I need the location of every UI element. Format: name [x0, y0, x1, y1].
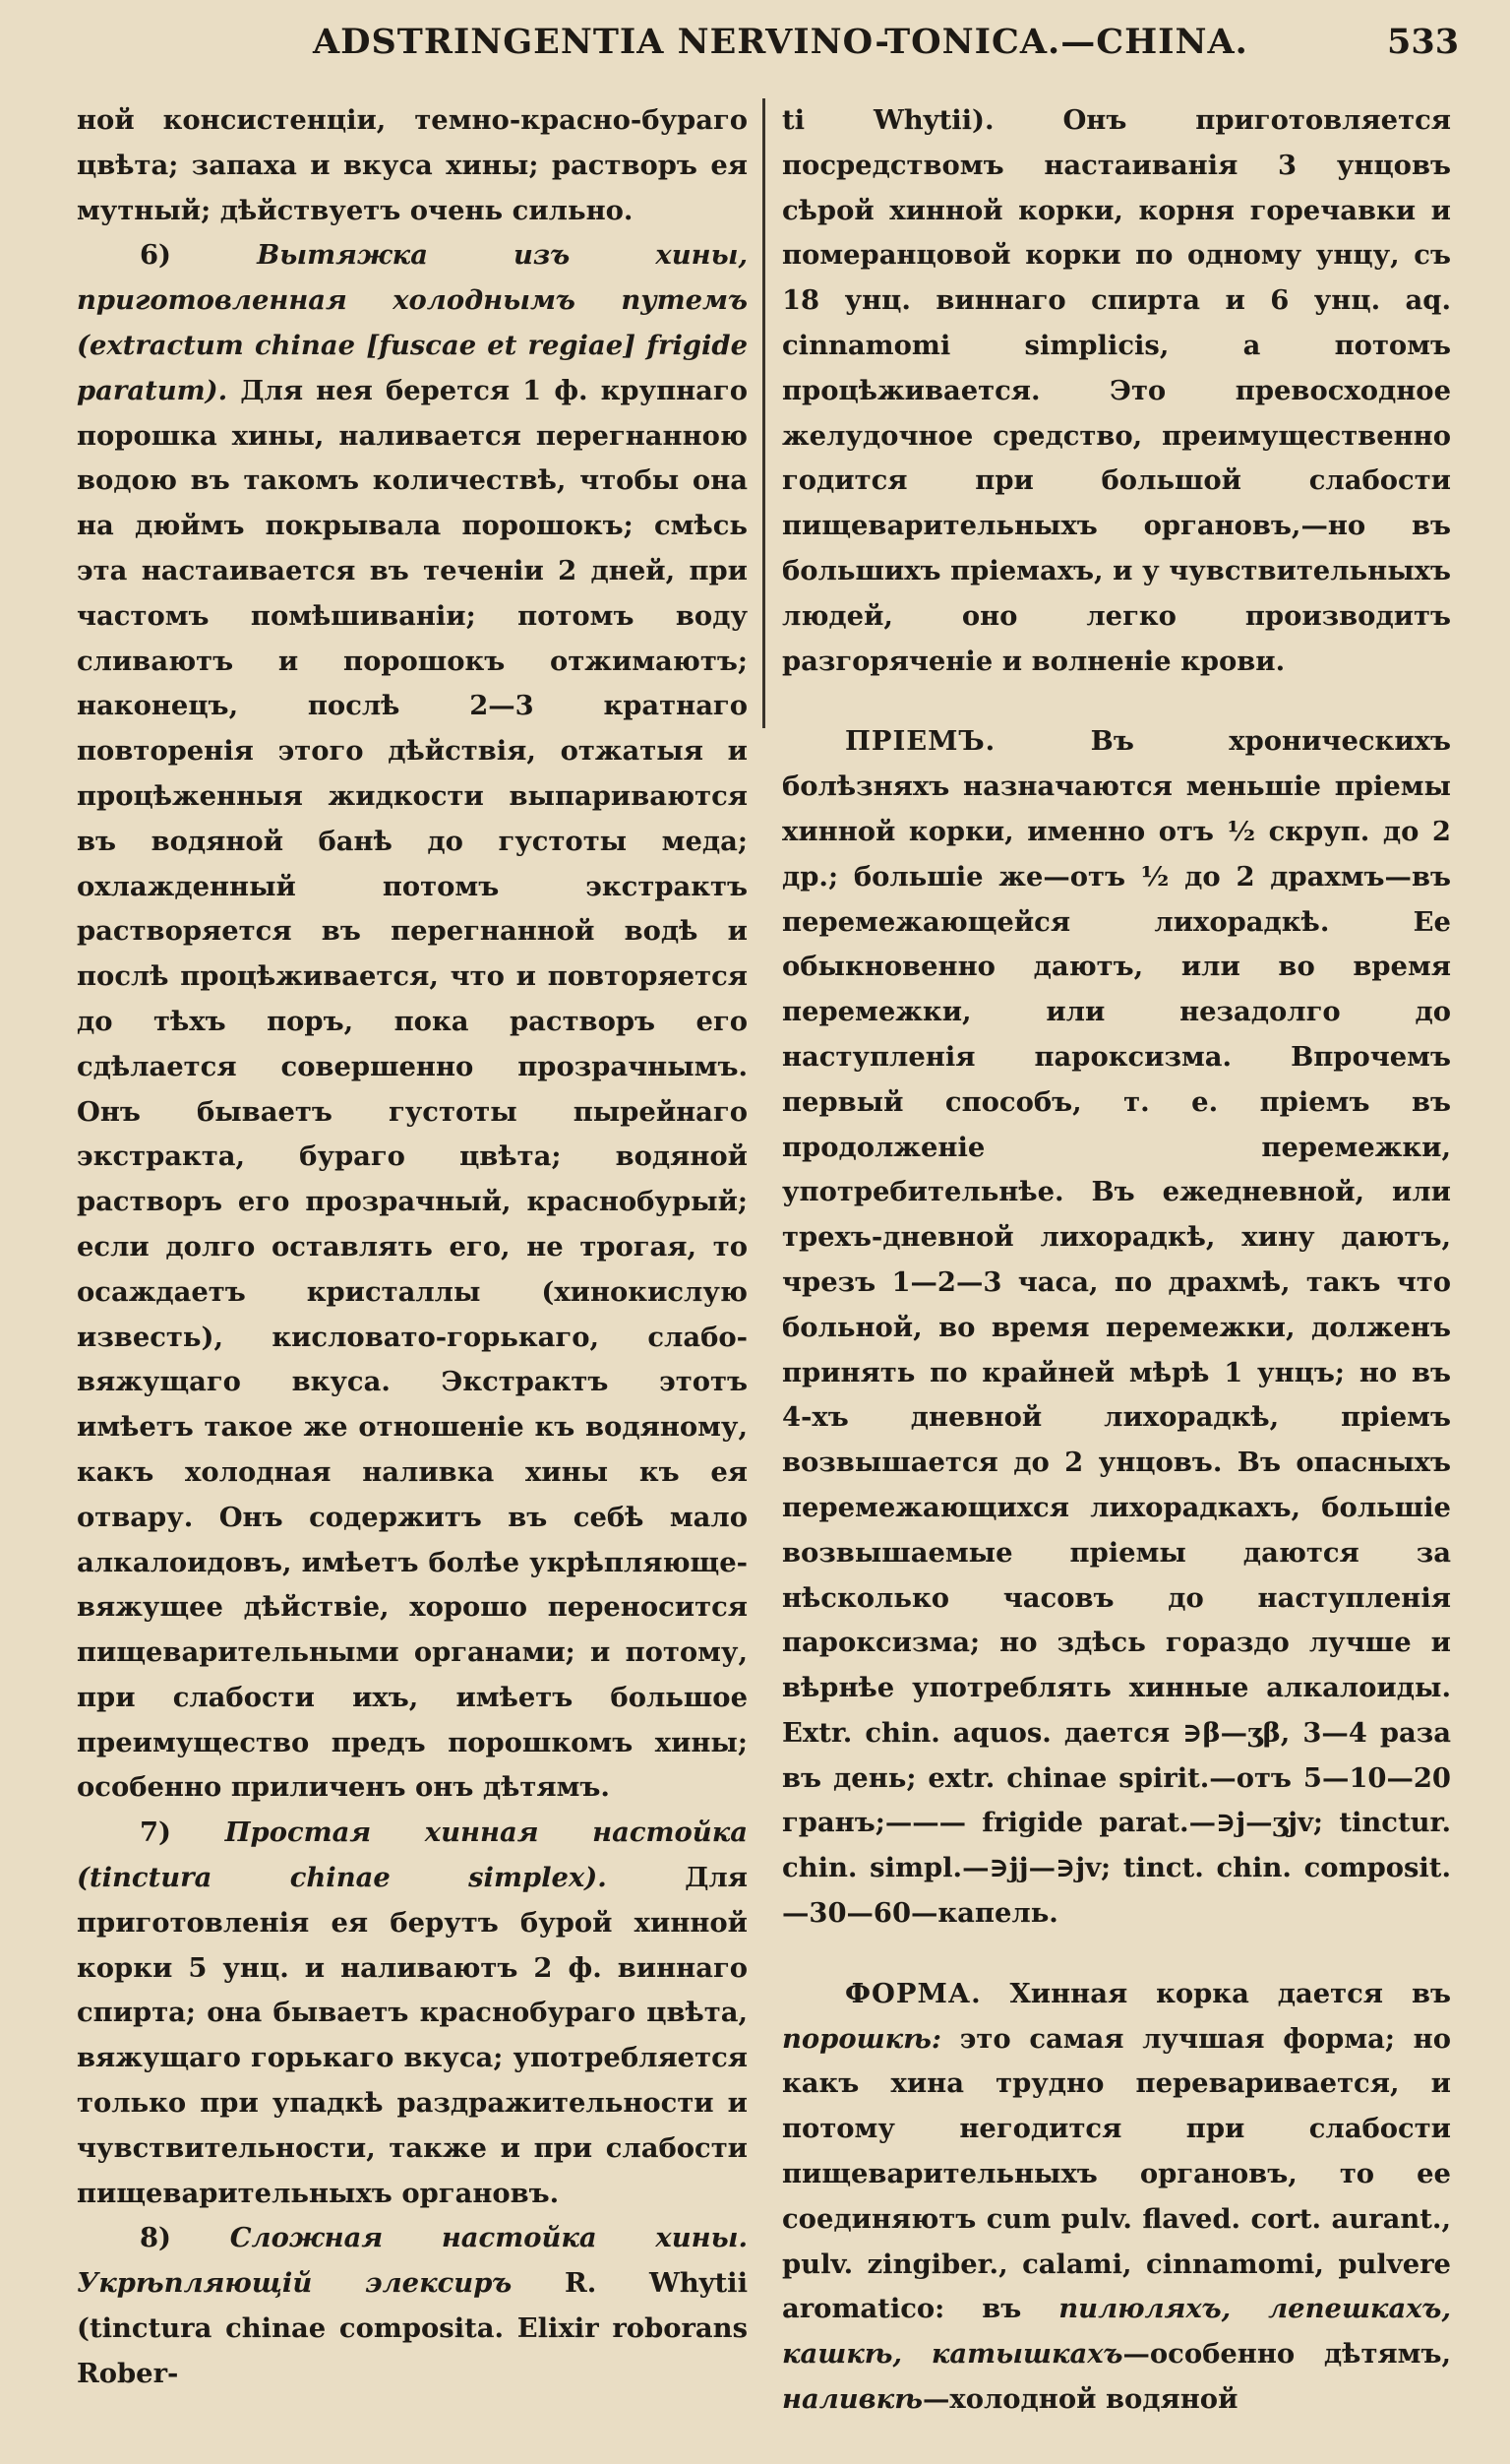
column-divider — [762, 98, 765, 728]
item-body: Для нея берется 1 ф. крупнаго порошка хины, наливается перегнанною водою въ такомъ количествѣ, чтобы она на дюймъ покрывала порошокъ; смѣсь эта настаивается въ теченіи 2 дней, при частомъ помѣшиваніи; потомъ воду сливаютъ и порошокъ отжимаютъ; наконецъ, послѣ 2—3 кратнаго повторенія этого дѣйствія, отжатыя и процѣженныя жидкости выпариваются въ водяной банѣ до густоты меда; охлажденный потомъ экстрактъ растворяется въ перегнанной водѣ и послѣ процѣживается, что и повторяется до тѣхъ поръ, пока растворъ его сдѣлается совершенно прозрачнымъ. Онъ бываетъ густоты пырейнаго экстракта, бураго цвѣта; водяной растворъ его прозрачный, краснобурый; если долго оставлять его, не трогая, то осаждаетъ кристаллы (хинокислую известь), кисловато-горькаго, слабо-вяжущаго вкуса. Экстрактъ этотъ имѣетъ такое же отношеніе къ водяному, какъ холодная наливка хины къ ея отвару. Онъ содержитъ въ себѣ мало алкалоидовъ, имѣетъ болѣе укрѣпляюще-вяжущее дѣйствіе, хорошо переносится пищеварительными органами; и потому, при слабости ихъ, имѣетъ большое преимущество предъ порошкомъ хины; особенно приличенъ онъ дѣтямъ. — [77, 374, 748, 1804]
section-body: это самая лучшая форма; но какъ хина трудно переваривается, и потому негодится при слабости пищеварительныхъ органовъ, то ее соединяютъ cum pulv. flaved. cort. aurant., pulv. zingiber., calami, cinnamomi, pulvere aromatico: въ — [782, 2022, 1451, 2325]
section-heading-dosage: ПРІЕМЪ. — [845, 725, 997, 758]
section-emphasis: пилюляхъ, лепешкахъ, кашкѣ, катышкахъ — [782, 2293, 1451, 2371]
section-body: —особенно дѣтямъ, — [1122, 2338, 1451, 2371]
item-title: Простая хинная настойка (tinctura chinae simplex). — [77, 1817, 748, 1894]
section-emphasis: порошкѣ: — [782, 2022, 941, 2055]
right-column — [782, 98, 1451, 2423]
item-body: R. Whytii (tinctura chinae composita. Elixir roborans Rober- — [77, 2267, 748, 2389]
section-heading-form: ФОРМА. — [845, 1977, 982, 2009]
paragraph-continuation: ti Whytii). Онъ приготовляется посредствомъ настаиванія 3 унцовъ сѣрой хинной корки, корня горечавки и померанцовой корки по одному унцу, съ 18 унц. виннаго спирта и 6 унц. aq. cinnamomi simplicis, а потомъ процѣживается. Это превосходное желудочное средство, преимущественно годится при большой слабости пищеварительныхъ органовъ,—но въ большихъ пріемахъ, и у чувствительныхъ людей, оно легко производитъ разгоряченіе и волненіе крови. — [782, 104, 1451, 677]
item-number: 6) — [140, 239, 172, 272]
page-header — [0, 0, 1510, 69]
item-number: 7) — [140, 1817, 172, 1849]
item-title: Вытяжка изъ хины, приготовленная холоднымъ путемъ (extractum chinae [fuscae et regiae] frigide paratum). — [77, 239, 748, 406]
section-body: Хинная корка дается въ — [1009, 1977, 1451, 2009]
section-body: —холодной водяной — [922, 2383, 1238, 2416]
paragraph-item-6 — [77, 233, 748, 1811]
item-body: Для приготовленія ея берутъ бурой хинной корки 5 унц. и наливаютъ 2 ф. виннаго спирта; она бываетъ краснобураго цвѣта, вяжущаго горькаго вкуса; употребляется только при упадкѣ раздражительности и чувствительности, также и при слабости пищеварительныхъ органовъ. — [77, 1862, 748, 2209]
paragraph-dosage — [782, 719, 1451, 1937]
item-number: 8) — [140, 2222, 172, 2254]
item-title: Сложная настойка хины. Укрѣпляющій элексиръ — [77, 2222, 748, 2300]
section-body: Въ хроническихъ болѣзняхъ назначаются меньшіе пріемы хинной корки, именно отъ ½ скруп. до 2 др.; большіе же—отъ ½ до 2 драхмъ—въ перемежающейся лихорадкѣ. Ее обыкновенно даютъ, или во время перемежки, или незадолго до наступленія пароксизма. Впрочемъ первый способъ, т. е. пріемъ въ продолженіе перемежки, употребительнѣе. Въ ежедневной, или трехъ-дневной лихорадкѣ, хину даютъ, чрезъ 1—2—3 часа, по драхмѣ, такъ что больной, во время перемежки, долженъ принять по крайней мѣрѣ 1 унцъ; но въ 4-хъ дневной лихорадкѣ, пріемъ возвышается до 2 унцовъ. Въ опасныхъ перемежающихся лихорадкахъ, большіе возвышаемые пріемы даются за нѣсколько часовъ до наступленія пароксизма; но здѣсь гораздо лучше и вѣрнѣе употреблять хинные алкалоиды. Extr. chin. aquos. дается ∋β—ʒβ, 3—4 раза въ день; extr. chinae spirit.—отъ 5—10—20 гранъ;——— frigide parat.—∋j—ʒjv; tinctur. chin. simpl.—∋jj—∋jv; tinct. chin. composit.—30—60—капель. — [782, 725, 1451, 1930]
page-number: 533 — [1387, 22, 1460, 62]
paragraph-continuation: ной консистенціи, темно-красно-бураго цвѣта; запаха и вкуса хины; растворъ ея мутный; дѣйствуетъ очень сильно. — [77, 104, 748, 226]
running-title: ADSTRINGENTIA NERVINO-TONICA.—CHINA. — [313, 22, 1248, 62]
paragraph-item-7 — [77, 1811, 748, 2216]
paragraph-item-8 — [77, 2216, 748, 2396]
paragraph-form — [782, 1972, 1451, 2423]
section-emphasis: наливкѣ — [782, 2383, 923, 2416]
left-column — [77, 98, 748, 2397]
